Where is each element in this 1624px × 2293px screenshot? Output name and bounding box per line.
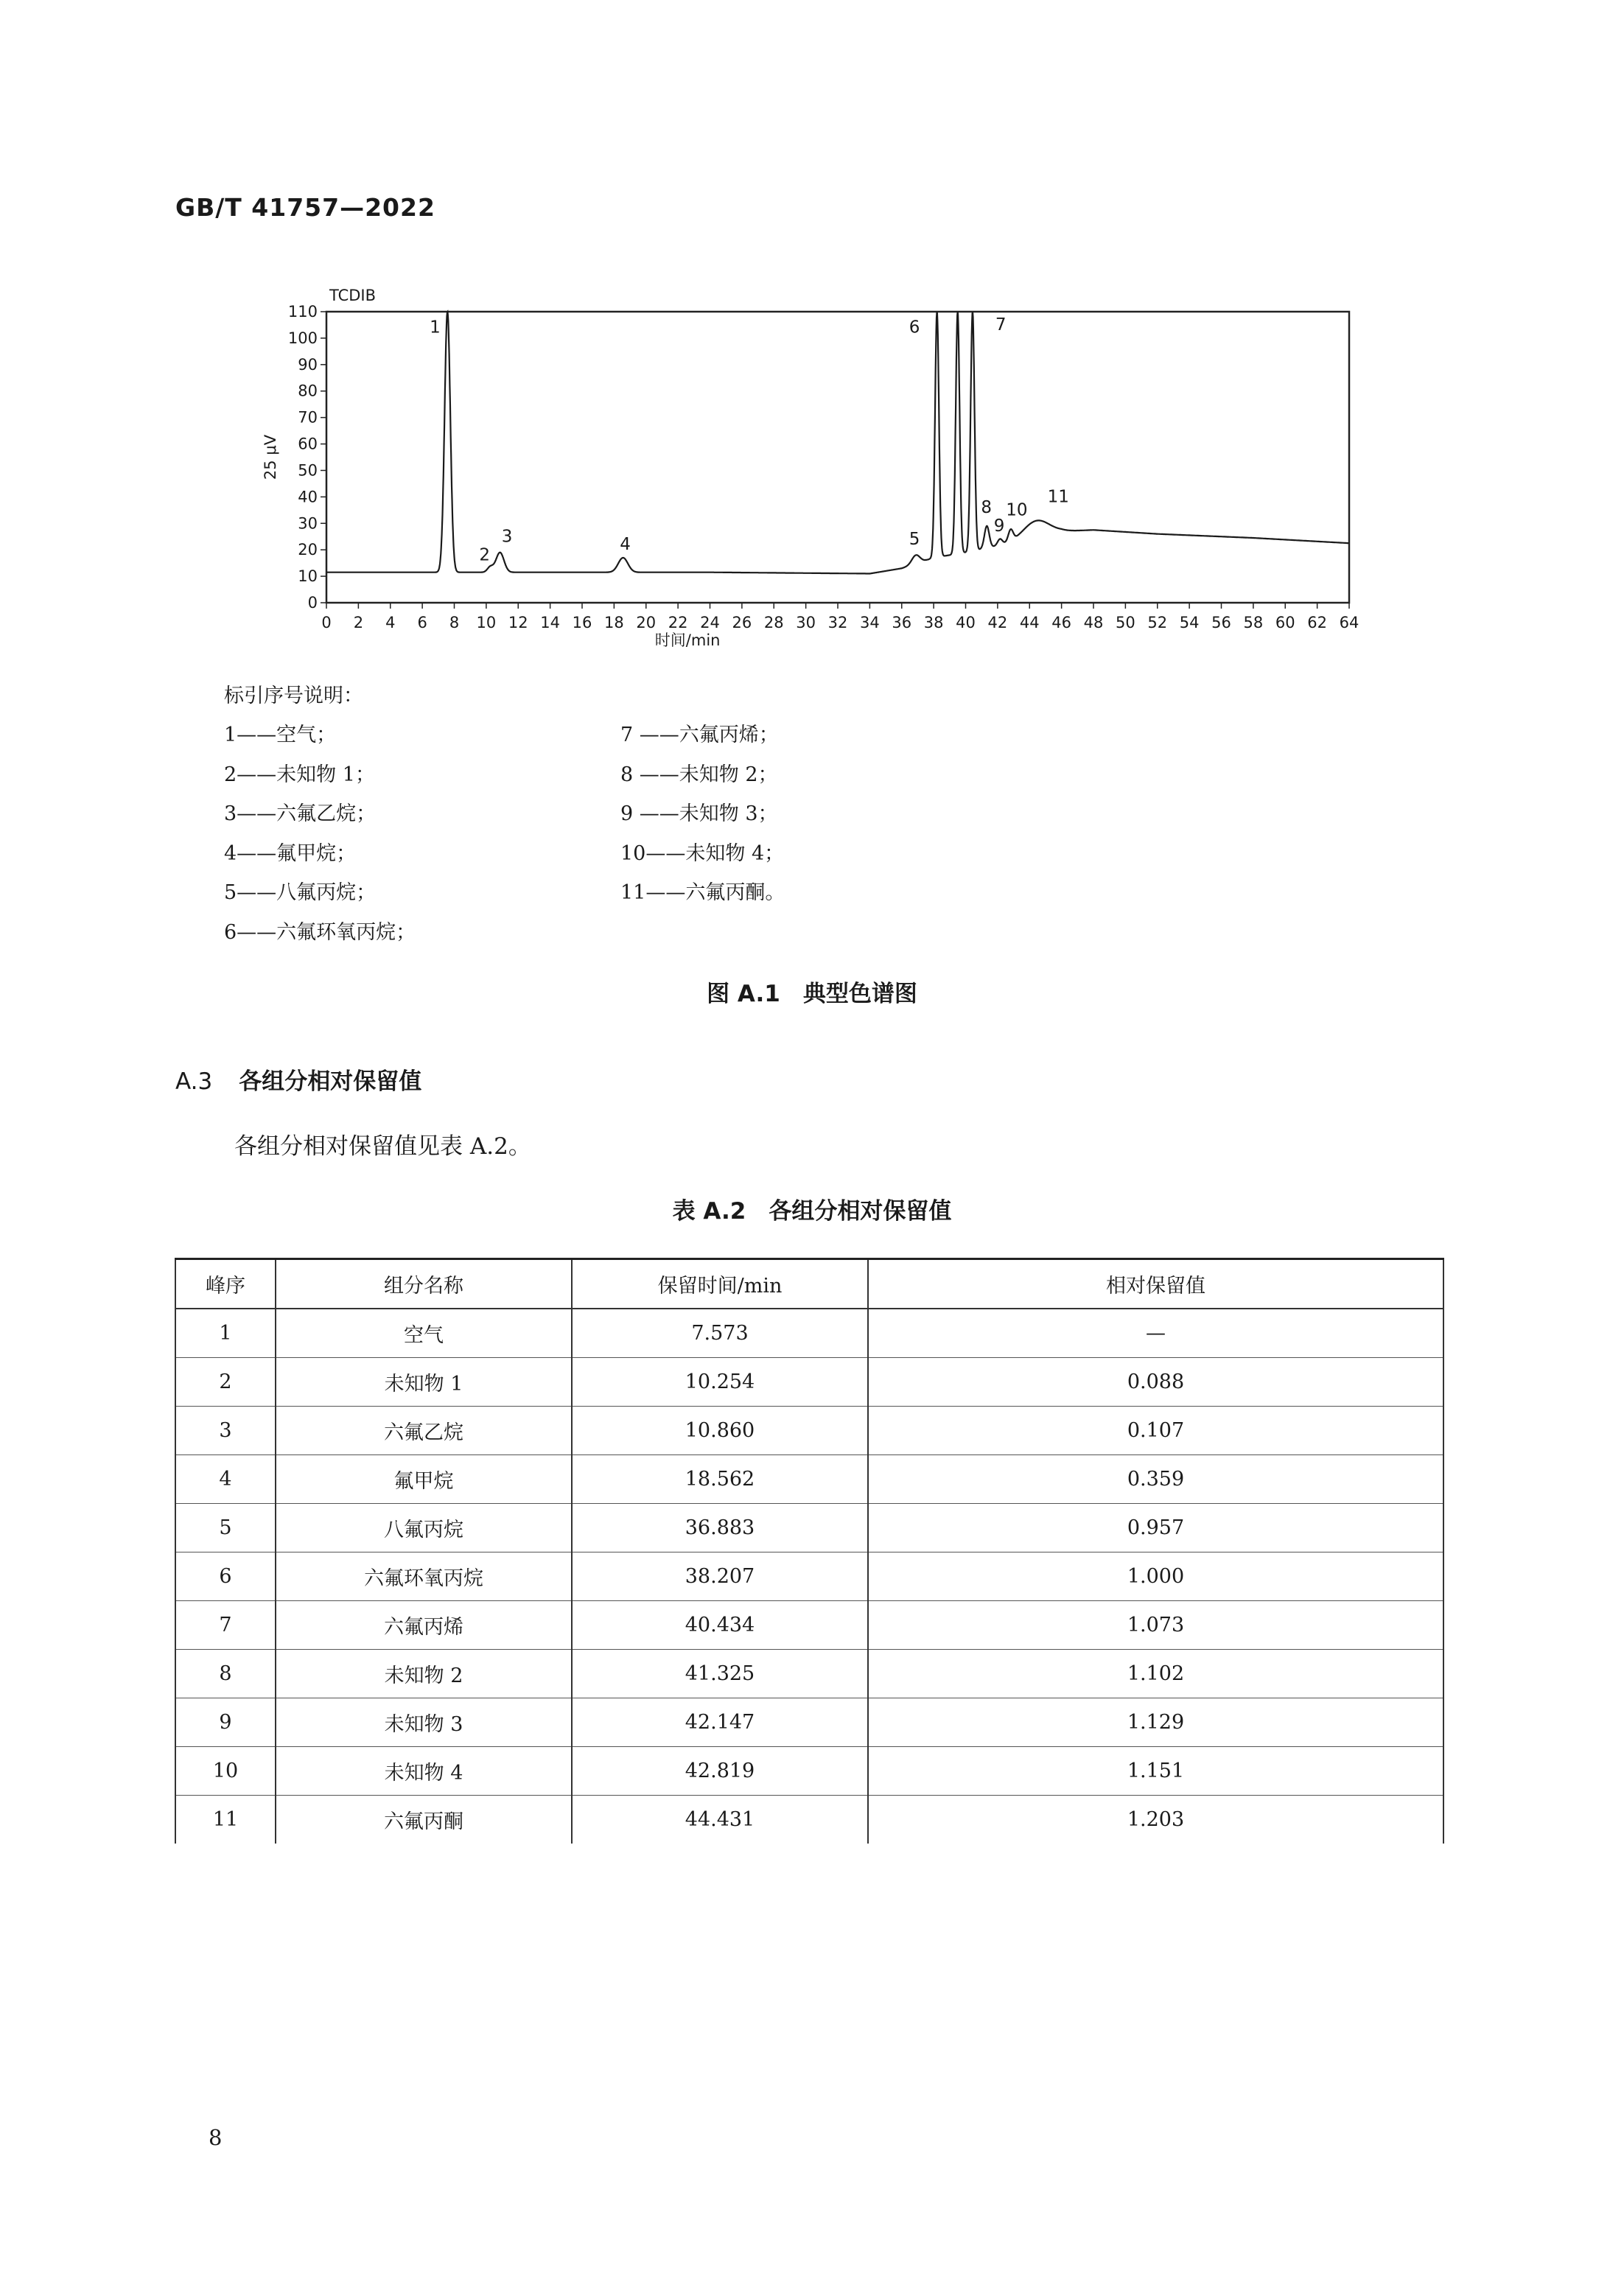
y-tick-label: 50 bbox=[298, 461, 318, 480]
cell-retention-time: 36.883 bbox=[572, 1504, 868, 1552]
cell-retention-time: 42.147 bbox=[572, 1698, 868, 1747]
cell-relative-retention: 1.203 bbox=[868, 1796, 1443, 1844]
cell-component-name: 六氟环氧丙烷 bbox=[276, 1552, 572, 1601]
x-tick-label: 16 bbox=[572, 614, 592, 631]
figure-caption: 图 A.1 典型色谱图 bbox=[707, 981, 917, 1007]
peak-label: 1 bbox=[430, 318, 441, 337]
cell-retention-time: 7.573 bbox=[572, 1309, 868, 1358]
legend-item: 2——未知物 1； bbox=[224, 763, 375, 786]
cell-peak-no: 3 bbox=[175, 1407, 276, 1455]
cell-component-name: 未知物 3 bbox=[276, 1698, 572, 1747]
x-tick-label: 42 bbox=[987, 614, 1008, 631]
x-tick-label: 32 bbox=[827, 614, 848, 631]
y-tick-label: 0 bbox=[307, 594, 318, 612]
y-tick-label: 60 bbox=[298, 435, 318, 453]
retention-table bbox=[175, 1258, 1444, 1844]
peak-label: 4 bbox=[620, 535, 631, 555]
cell-component-name: 氟甲烷 bbox=[276, 1455, 572, 1504]
x-tick-label: 64 bbox=[1339, 614, 1359, 631]
cell-peak-no: 10 bbox=[175, 1747, 276, 1796]
x-tick-label: 2 bbox=[353, 614, 364, 631]
x-tick-label: 34 bbox=[860, 614, 880, 631]
cell-retention-time: 10.860 bbox=[572, 1407, 868, 1455]
cell-relative-retention: 1.102 bbox=[868, 1650, 1443, 1698]
legend-item: 10——未知物 4； bbox=[620, 841, 785, 865]
cell-retention-time: 38.207 bbox=[572, 1552, 868, 1601]
y-tick-label: 40 bbox=[298, 488, 318, 506]
x-tick-label: 62 bbox=[1307, 614, 1327, 631]
cell-relative-retention: 1.151 bbox=[868, 1747, 1443, 1796]
y-tick-label: 20 bbox=[298, 541, 318, 559]
y-tick-label: 100 bbox=[287, 329, 318, 347]
table-row bbox=[175, 1407, 1443, 1455]
cell-relative-retention: 1.129 bbox=[868, 1698, 1443, 1747]
chromatogram-chart bbox=[251, 284, 1371, 667]
x-tick-label: 4 bbox=[385, 614, 396, 631]
cell-peak-no: 1 bbox=[175, 1309, 276, 1358]
legend-title: 标引序号说明： bbox=[224, 685, 363, 707]
legend-item: 4——氟甲烷； bbox=[224, 841, 357, 865]
cell-component-name: 未知物 4 bbox=[276, 1747, 572, 1796]
section-title: 各组分相对保留值 bbox=[239, 1068, 422, 1095]
peak-label: 5 bbox=[909, 530, 920, 549]
table-row bbox=[175, 1358, 1443, 1407]
x-tick-label: 6 bbox=[417, 614, 427, 631]
cell-peak-no: 2 bbox=[175, 1358, 276, 1407]
peak-label: 6 bbox=[909, 318, 920, 337]
cell-relative-retention: 1.000 bbox=[868, 1552, 1443, 1601]
legend-item: 3——六氟乙烷； bbox=[224, 802, 377, 825]
table-row bbox=[175, 1552, 1443, 1601]
header-component-name: 组分名称 bbox=[276, 1259, 572, 1309]
cell-retention-time: 42.819 bbox=[572, 1747, 868, 1796]
peak-label: 3 bbox=[501, 527, 513, 547]
standard-id: GB/T 41757—2022 bbox=[175, 193, 435, 222]
table-row bbox=[175, 1455, 1443, 1504]
table-row bbox=[175, 1698, 1443, 1747]
x-tick-label: 50 bbox=[1116, 614, 1135, 631]
cell-retention-time: 44.431 bbox=[572, 1796, 868, 1844]
legend-item: 8 ——未知物 2； bbox=[620, 763, 778, 786]
x-tick-label: 8 bbox=[449, 614, 460, 631]
cell-retention-time: 18.562 bbox=[572, 1455, 868, 1504]
cell-component-name: 八氟丙烷 bbox=[276, 1504, 572, 1552]
cell-relative-retention: — bbox=[868, 1309, 1443, 1358]
signal-trace bbox=[326, 312, 1349, 574]
x-tick-label: 56 bbox=[1211, 614, 1231, 631]
peak-label: 7 bbox=[995, 315, 1007, 335]
table-row bbox=[175, 1650, 1443, 1698]
x-tick-label: 54 bbox=[1179, 614, 1200, 631]
cell-peak-no: 6 bbox=[175, 1552, 276, 1601]
cell-peak-no: 8 bbox=[175, 1650, 276, 1698]
cell-retention-time: 41.325 bbox=[572, 1650, 868, 1698]
cell-peak-no: 4 bbox=[175, 1455, 276, 1504]
table-row bbox=[175, 1747, 1443, 1796]
y-tick-label: 80 bbox=[298, 382, 318, 400]
cell-retention-time: 40.434 bbox=[572, 1601, 868, 1650]
cell-retention-time: 10.254 bbox=[572, 1358, 868, 1407]
table-caption: 表 A.2 各组分相对保留值 bbox=[672, 1198, 952, 1225]
table-row bbox=[175, 1504, 1443, 1552]
cell-relative-retention: 0.957 bbox=[868, 1504, 1443, 1552]
cell-component-name: 空气 bbox=[276, 1309, 572, 1358]
cell-relative-retention: 0.107 bbox=[868, 1407, 1443, 1455]
table-row bbox=[175, 1601, 1443, 1650]
x-tick-label: 58 bbox=[1243, 614, 1264, 631]
y-tick-label: 110 bbox=[287, 303, 318, 321]
section-heading bbox=[175, 1063, 421, 1096]
header-peak-no: 峰序 bbox=[175, 1259, 276, 1309]
y-tick-label: 90 bbox=[298, 355, 318, 374]
x-tick-label: 0 bbox=[321, 614, 332, 631]
cell-component-name: 六氟乙烷 bbox=[276, 1407, 572, 1455]
cell-component-name: 六氟丙酮 bbox=[276, 1796, 572, 1844]
x-axis-label: 时间/min bbox=[654, 631, 721, 649]
peak-label: 9 bbox=[993, 517, 1005, 536]
y-axis-label: 25 μV bbox=[262, 434, 279, 480]
x-tick-label: 12 bbox=[508, 614, 528, 631]
detector-label: TCDIB bbox=[329, 287, 377, 304]
peak-label: 2 bbox=[479, 545, 491, 565]
y-tick-label: 70 bbox=[298, 408, 318, 427]
section-number: A.3 bbox=[175, 1068, 213, 1095]
x-tick-label: 30 bbox=[796, 614, 816, 631]
cell-relative-retention: 1.073 bbox=[868, 1601, 1443, 1650]
x-tick-label: 14 bbox=[540, 614, 560, 631]
legend-item: 6——六氟环氧丙烷； bbox=[224, 920, 416, 944]
table-row bbox=[175, 1309, 1443, 1358]
header-relative-retention: 相对保留值 bbox=[868, 1259, 1443, 1309]
cell-peak-no: 9 bbox=[175, 1698, 276, 1747]
cell-relative-retention: 0.088 bbox=[868, 1358, 1443, 1407]
x-tick-label: 38 bbox=[923, 614, 944, 631]
table-header-row bbox=[175, 1259, 1443, 1309]
x-tick-label: 10 bbox=[476, 614, 497, 631]
legend-item: 7 ——六氟丙烯； bbox=[620, 724, 779, 746]
cell-component-name: 未知物 1 bbox=[276, 1358, 572, 1407]
x-tick-label: 18 bbox=[604, 614, 624, 631]
x-tick-label: 48 bbox=[1083, 614, 1104, 631]
body-paragraph: 各组分相对保留值见表 A.2。 bbox=[234, 1133, 531, 1160]
legend-item: 9 ——未知物 3； bbox=[620, 802, 778, 825]
cell-peak-no: 11 bbox=[175, 1796, 276, 1844]
x-tick-label: 22 bbox=[668, 614, 688, 631]
table-row bbox=[175, 1796, 1443, 1844]
header-retention-time: 保留时间/min bbox=[572, 1259, 868, 1309]
x-tick-label: 46 bbox=[1051, 614, 1071, 631]
legend-item: 1——空气； bbox=[224, 724, 337, 746]
x-tick-label: 52 bbox=[1147, 614, 1168, 631]
legend-item: 5——八氟丙烷； bbox=[224, 881, 377, 904]
x-tick-label: 20 bbox=[636, 614, 657, 631]
y-tick-label: 30 bbox=[298, 514, 318, 533]
x-tick-label: 24 bbox=[700, 614, 720, 631]
x-tick-label: 26 bbox=[732, 614, 752, 631]
legend-item: 11——六氟丙酮。 bbox=[620, 881, 785, 904]
x-tick-label: 28 bbox=[763, 614, 784, 631]
cell-component-name: 六氟丙烯 bbox=[276, 1601, 572, 1650]
y-tick-label: 10 bbox=[298, 567, 318, 586]
x-tick-label: 44 bbox=[1019, 614, 1040, 631]
x-tick-label: 40 bbox=[956, 614, 976, 631]
peak-label: 10 bbox=[1006, 500, 1028, 520]
x-tick-label: 36 bbox=[892, 614, 912, 631]
cell-peak-no: 5 bbox=[175, 1504, 276, 1552]
page-number: 8 bbox=[209, 2125, 223, 2150]
cell-peak-no: 7 bbox=[175, 1601, 276, 1650]
cell-component-name: 未知物 2 bbox=[276, 1650, 572, 1698]
cell-relative-retention: 0.359 bbox=[868, 1455, 1443, 1504]
peak-label: 11 bbox=[1047, 487, 1069, 507]
x-tick-label: 60 bbox=[1275, 614, 1295, 631]
peak-label: 8 bbox=[981, 497, 993, 517]
